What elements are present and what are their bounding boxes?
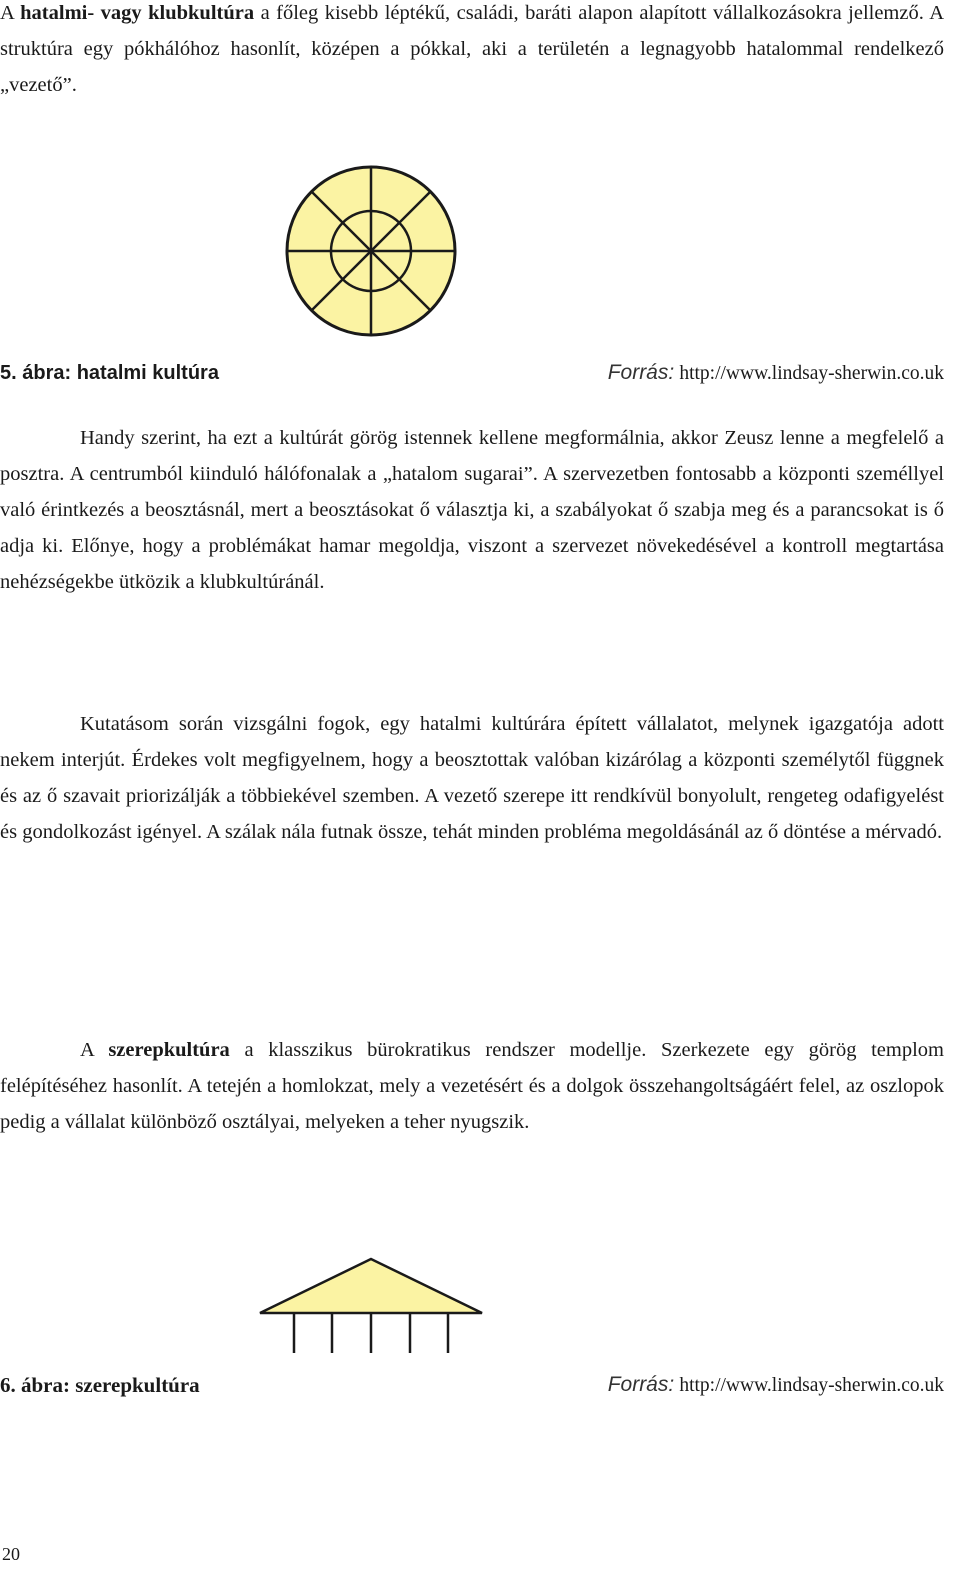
paragraph-text: A: [0, 2, 21, 24]
source-label: Forrás:: [607, 1373, 675, 1396]
page-number: 20: [2, 1544, 20, 1564]
figure-5-label: 5. ábra: hatalmi kultúra: [0, 361, 219, 384]
term-role-culture: szerepkultúra: [108, 1039, 230, 1061]
source-label: Forrás:: [607, 361, 675, 384]
role-culture-temple-diagram: [258, 1256, 484, 1356]
figure-6-source: [608, 1373, 944, 1397]
paragraph-text: a klasszikus bürokratikus rendszer modellje. Szerkezete egy görög templom felépítéséhez hasonlít. A tetején a homlokzat, mely a vezetésért és a dolgok összehangoltságáért felel, az oszlopok pedig a vállalat különböző osztályai, melyeken a teher nyugszik.: [0, 1039, 944, 1133]
figure-6-caption: [0, 1370, 944, 1400]
paragraph-research: Kutatásom során vizsgálni fogok, egy hatalmi kultúrára épített vállalatot, melynek igazgatója adott nekem interjút. Érdekes volt megfigyelnem, hogy a beosztottak valóban kizárólag a központi személytől függnek és az ő szavait priorizálják a többiekével szemben. A vezető szerepe itt rendkívül bonyolult, rengeteg odafigyelést és gondolkozást igényel. A szálak nála futnak össze, tehát minden probléma megoldásánál az ő döntése a mérvadó.: [0, 713, 944, 843]
figure-5-source: [608, 361, 944, 385]
figure-5-caption: [0, 358, 944, 388]
source-url: http://www.lindsay-sherwin.co.uk: [679, 363, 944, 384]
paragraph-text: a főleg kisebb léptékű, családi, baráti alapon alapított vállalkozásokra jellemző. A struktúra egy pókhálóhoz hasonlít, középen a pókkal, aki a területén a legnagyobb hatalommal rendelkező „vezető”.: [0, 2, 944, 96]
paragraph-handy: Handy szerint, ha ezt a kultúrát görög istennek kellene megformálnia, akkor Zeusz lenne a megfelelő a posztra. A centrumból kiinduló hálófonalak a „hatalom sugarai”. A szervezetben fontosabb a központi személlyel való érintkezés a beosztásnál, mert a beosztásokat ő választja ki, a szabályokat ő szabja meg és a parancsokat is ő adja ki. Előnye, hogy a problémákat hamar megoldja, viszont a szervezet növekedésével a kontroll megtartása nehézségekbe ütközik a klubkultúránál.: [0, 427, 944, 593]
source-url: http://www.lindsay-sherwin.co.uk: [679, 1375, 944, 1396]
paragraph-role-culture: [0, 1032, 944, 1140]
term-power-culture: hatalmi- vagy klubkultúra: [20, 2, 255, 24]
paragraph-text: A: [80, 1039, 109, 1061]
power-culture-web-diagram: [283, 163, 459, 339]
figure-6-label: 6. ábra: szerepkultúra: [0, 1372, 200, 1397]
paragraph-power-culture: [0, 0, 944, 103]
